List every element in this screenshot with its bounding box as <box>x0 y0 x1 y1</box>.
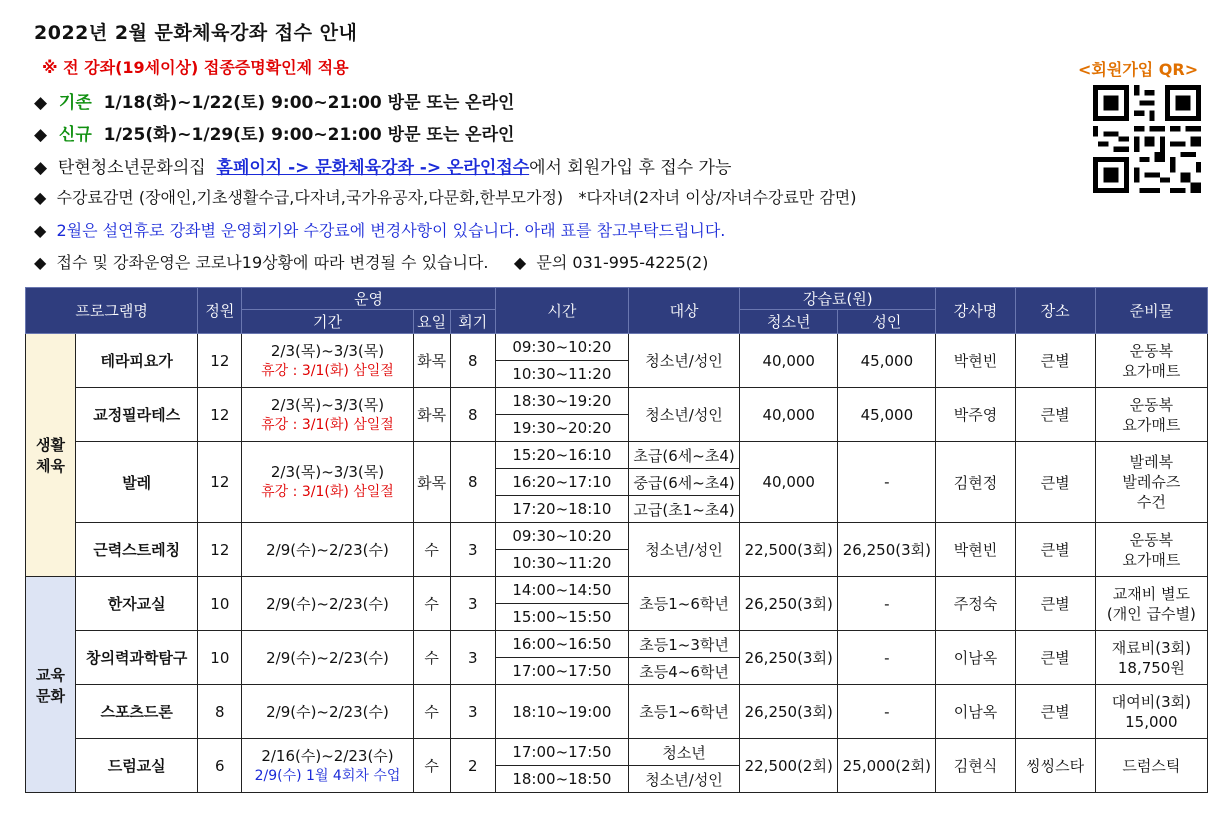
covid-change-text: 접수 및 강좌운영은 코로나19상황에 따라 변경될 수 있습니다. <box>56 253 489 272</box>
fee-youth-cell: 26,250(3회) <box>740 685 838 739</box>
fee-youth-cell: 26,250(3회) <box>740 577 838 631</box>
sessions-cell: 8 <box>450 334 495 388</box>
period-text: 2/3(목)~3/3(목) <box>270 341 385 360</box>
bullet-icon: ◆ <box>34 158 48 178</box>
holiday-notice-text: 2월은 설연휴로 강좌별 운영회기와 수강료에 변경사항이 있습니다. 아래 표를 참고부탁드립니다. <box>56 221 726 240</box>
time-cell: 09:30~10:20 <box>495 334 628 361</box>
program-name: 창의력과학탐구 <box>76 631 198 685</box>
fee-adult-cell: 45,000 <box>838 334 936 388</box>
time-cell: 16:20~17:10 <box>495 469 628 496</box>
program-name: 한자교실 <box>76 577 198 631</box>
instructor-cell: 이남옥 <box>936 685 1015 739</box>
time-cell: 18:10~19:00 <box>495 685 628 739</box>
target-cell: 청소년 <box>628 739 739 766</box>
table-row <box>26 388 1208 415</box>
fee-adult-cell: 26,250(3회) <box>838 523 936 577</box>
header-operation: 운영 <box>242 288 495 310</box>
header-time: 시간 <box>495 288 628 334</box>
new-member-period <box>34 120 514 145</box>
header-sessions: 회기 <box>450 310 495 334</box>
time-cell: 16:00~16:50 <box>495 631 628 658</box>
time-cell: 09:30~10:20 <box>495 523 628 550</box>
header-fee-adult: 성인 <box>838 310 936 334</box>
place-cell: 큰별 <box>1015 523 1095 577</box>
supplies-cell: 교재비 별도 (개인 급수별) <box>1095 577 1207 631</box>
header-fee: 강습료(원) <box>740 288 936 310</box>
table-row <box>26 442 1208 469</box>
bullet-icon: ◆ <box>513 253 527 272</box>
program-name: 발레 <box>76 442 198 523</box>
discount-note: *다자녀(2자녀 이상/자녀수강료만 감면) <box>578 188 857 207</box>
period-text: 2/9(수)~2/23(수) <box>266 594 389 613</box>
discount-text: 수강료감면 (장애인,기초생활수급,다자녀,국가유공자,다문화,한부모가정) <box>56 188 564 207</box>
capacity-cell: 8 <box>198 685 242 739</box>
sessions-cell: 3 <box>450 631 495 685</box>
header-place: 장소 <box>1015 288 1095 334</box>
program-name: 근력스트레칭 <box>76 523 198 577</box>
covid-rule-notice: ※ 전 강좌(19세이상) 접종증명확인제 적용 <box>42 58 349 77</box>
category-education: 교육 문화 <box>26 577 76 793</box>
place-cell: 큰별 <box>1015 388 1095 442</box>
time-cell: 19:30~20:20 <box>495 415 628 442</box>
fee-youth-cell: 22,500(3회) <box>740 523 838 577</box>
page-title: 2022년 2월 문화체육강좌 접수 안내 <box>34 22 358 44</box>
qr-label: <회원가입 QR> <box>1078 60 1199 79</box>
fee-adult-cell: - <box>838 685 936 739</box>
target-cell: 초등1~6학년 <box>628 685 739 739</box>
supplies-cell: 대여비(3회) 15,000 <box>1095 685 1207 739</box>
table-row <box>26 739 1208 766</box>
supplies-cell: 드럼스틱 <box>1095 739 1207 793</box>
header-capacity: 정원 <box>198 288 242 334</box>
day-cell: 수 <box>413 631 450 685</box>
bullet-icon: ◆ <box>34 93 48 113</box>
period-cell <box>242 685 413 739</box>
day-cell: 화목 <box>413 442 450 523</box>
covid-change-notice <box>34 250 708 273</box>
new-period-text: 1/25(화)~1/29(토) 9:00~21:00 방문 또는 온라인 <box>103 125 515 145</box>
sessions-cell: 3 <box>450 685 495 739</box>
period-cell <box>242 523 413 577</box>
instructor-cell: 이남옥 <box>936 631 1015 685</box>
target-cell: 초등4~6학년 <box>628 658 739 685</box>
fee-youth-cell: 22,500(2회) <box>740 739 838 793</box>
sessions-cell: 8 <box>450 388 495 442</box>
existing-member-period <box>34 88 514 113</box>
target-cell: 청소년/성인 <box>628 334 739 388</box>
program-name: 교정필라테스 <box>76 388 198 442</box>
instructor-cell: 김현식 <box>936 739 1015 793</box>
target-cell: 청소년/성인 <box>628 388 739 442</box>
instructor-cell: 김현정 <box>936 442 1015 523</box>
header-period: 기간 <box>242 310 413 334</box>
day-cell: 수 <box>413 523 450 577</box>
period-text: 2/3(목)~3/3(목) <box>270 395 385 414</box>
header-supplies: 준비물 <box>1095 288 1207 334</box>
place-cell: 큰별 <box>1015 577 1095 631</box>
day-cell: 수 <box>413 685 450 739</box>
header-fee-youth: 청소년 <box>740 310 838 334</box>
period-cell <box>242 739 413 793</box>
period-cell <box>242 442 413 523</box>
discount-info <box>34 185 857 208</box>
program-name: 테라피요가 <box>76 334 198 388</box>
instructor-cell: 박현빈 <box>936 523 1015 577</box>
header-program: 프로그램명 <box>26 288 198 334</box>
day-cell: 수 <box>413 739 450 793</box>
place-cell: 씽씽스타 <box>1015 739 1095 793</box>
bullet-icon: ◆ <box>34 125 48 145</box>
supplies-cell: 운동복 요가매트 <box>1095 523 1207 577</box>
time-cell: 10:30~11:20 <box>495 550 628 577</box>
target-cell: 초등1~6학년 <box>628 577 739 631</box>
period-note: 2/9(수) 1월 4회차 수업 <box>254 767 401 784</box>
existing-period-text: 1/18(화)~1/22(토) 9:00~21:00 방문 또는 온라인 <box>103 93 515 113</box>
time-cell: 17:20~18:10 <box>495 496 628 523</box>
table-row <box>26 334 1208 361</box>
capacity-cell: 12 <box>198 334 242 388</box>
capacity-cell: 12 <box>198 442 242 523</box>
time-cell: 10:30~11:20 <box>495 361 628 388</box>
category-sports: 생활 체육 <box>26 334 76 577</box>
program-name: 스포츠드론 <box>76 685 198 739</box>
homepage-prefix: 탄현청소년문화의집 <box>57 158 206 178</box>
period-note: 휴강 : 3/1(화) 삼일절 <box>261 416 394 433</box>
capacity-cell: 6 <box>198 739 242 793</box>
period-text: 2/9(수)~2/23(수) <box>266 648 389 667</box>
fee-adult-cell: 25,000(2회) <box>838 739 936 793</box>
target-cell: 초등1~3학년 <box>628 631 739 658</box>
program-name: 드럼교실 <box>76 739 198 793</box>
period-text: 2/9(수)~2/23(수) <box>266 702 389 721</box>
period-cell <box>242 334 413 388</box>
homepage-suffix: 에서 회원가입 후 접수 가능 <box>529 158 732 178</box>
instructor-cell: 박현빈 <box>936 334 1015 388</box>
bullet-icon: ◆ <box>34 188 47 207</box>
place-cell: 큰별 <box>1015 631 1095 685</box>
header-instructor: 강사명 <box>936 288 1015 334</box>
place-cell: 큰별 <box>1015 334 1095 388</box>
sessions-cell: 3 <box>450 577 495 631</box>
fee-adult-cell: - <box>838 442 936 523</box>
day-cell: 화목 <box>413 388 450 442</box>
time-cell: 17:00~17:50 <box>495 658 628 685</box>
period-cell <box>242 388 413 442</box>
header-target: 대상 <box>628 288 739 334</box>
table-row <box>26 685 1208 712</box>
contact-text: 문의 031-995-4225(2) <box>536 253 709 272</box>
time-cell: 18:30~19:20 <box>495 388 628 415</box>
time-cell: 15:00~15:50 <box>495 604 628 631</box>
fee-adult-cell: - <box>838 577 936 631</box>
fee-youth-cell: 40,000 <box>740 334 838 388</box>
homepage-instruction <box>34 153 731 178</box>
sessions-cell: 3 <box>450 523 495 577</box>
sessions-cell: 2 <box>450 739 495 793</box>
capacity-cell: 12 <box>198 388 242 442</box>
target-cell: 고급(초1~초4) <box>628 496 739 523</box>
bullet-icon: ◆ <box>34 221 47 240</box>
new-label: 신규 <box>58 125 92 145</box>
fee-adult-cell: - <box>838 631 936 685</box>
supplies-cell: 운동복 요가매트 <box>1095 388 1207 442</box>
homepage-link[interactable]: 홈페이지 -> 문화체육강좌 -> 온라인접수 <box>216 158 530 178</box>
place-cell: 큰별 <box>1015 442 1095 523</box>
course-schedule-table <box>25 287 1208 793</box>
capacity-cell: 12 <box>198 523 242 577</box>
supplies-cell: 재료비(3회) 18,750원 <box>1095 631 1207 685</box>
time-cell: 14:00~14:50 <box>495 577 628 604</box>
sessions-cell: 8 <box>450 442 495 523</box>
period-note: 휴강 : 3/1(화) 삼일절 <box>261 362 394 379</box>
signup-qr-code[interactable] <box>1093 85 1201 193</box>
period-text: 2/9(수)~2/23(수) <box>266 540 389 559</box>
holiday-notice <box>34 218 725 241</box>
period-cell <box>242 631 413 685</box>
fee-youth-cell: 40,000 <box>740 388 838 442</box>
header-day: 요일 <box>413 310 450 334</box>
fee-youth-cell: 40,000 <box>740 442 838 523</box>
day-cell: 화목 <box>413 334 450 388</box>
period-text: 2/3(목)~3/3(목) <box>270 463 385 481</box>
target-cell: 청소년/성인 <box>628 523 739 577</box>
instructor-cell: 박주영 <box>936 388 1015 442</box>
place-cell: 큰별 <box>1015 685 1095 739</box>
period-text: 2/16(수)~2/23(수) <box>261 746 394 765</box>
target-cell: 청소년/성인 <box>628 766 739 793</box>
supplies-cell: 발레복 발레슈즈 수건 <box>1095 442 1207 523</box>
fee-adult-cell: 45,000 <box>838 388 936 442</box>
supplies-cell: 운동복 요가매트 <box>1095 334 1207 388</box>
instructor-cell: 주정숙 <box>936 577 1015 631</box>
day-cell: 수 <box>413 577 450 631</box>
existing-label: 기존 <box>58 93 92 113</box>
capacity-cell: 10 <box>198 577 242 631</box>
schedule-body <box>26 334 1208 793</box>
target-cell: 초급(6세~초4) <box>628 442 739 469</box>
fee-youth-cell: 26,250(3회) <box>740 631 838 685</box>
time-cell: 15:20~16:10 <box>495 442 628 469</box>
period-cell <box>242 577 413 631</box>
table-row <box>26 577 1208 604</box>
period-note: 휴강 : 3/1(화) 삼일절 <box>261 484 394 500</box>
time-cell: 18:00~18:50 <box>495 766 628 793</box>
table-row <box>26 523 1208 550</box>
bullet-icon: ◆ <box>34 253 47 272</box>
capacity-cell: 10 <box>198 631 242 685</box>
time-cell: 17:00~17:50 <box>495 739 628 766</box>
table-row <box>26 631 1208 658</box>
target-cell: 중급(6세~초4) <box>628 469 739 496</box>
